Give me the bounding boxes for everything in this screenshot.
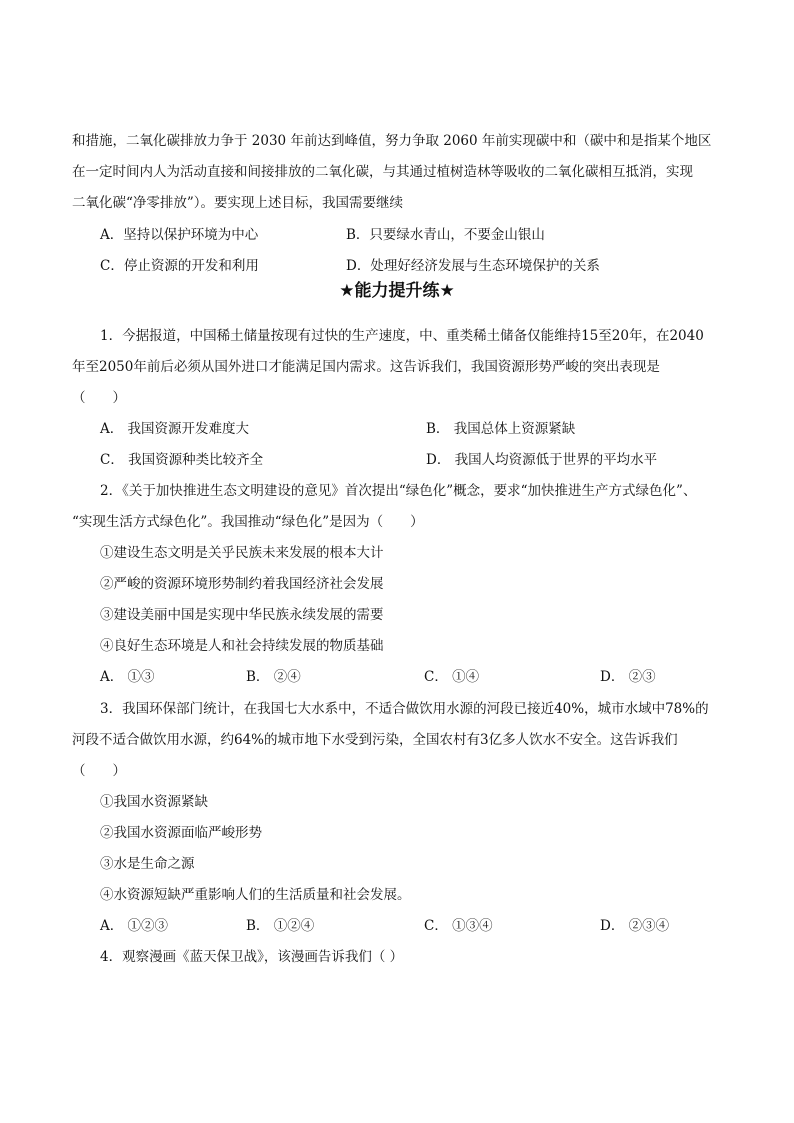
q1-line-1: 1．今据报道，中国稀土储量按现有过快的生产速度，中、重类稀土储备仅能维持15至20年，在2040 — [100, 328, 704, 344]
intro-option-b: B．只要绿水青山，不要金山银山 — [346, 227, 545, 243]
q1-option-a: A． 我国资源开发难度大 — [100, 421, 250, 437]
q1-option-d: D． 我国人均资源低于世界的平均水平 — [426, 452, 658, 468]
intro-option-c: C．停止资源的开发和利用 — [100, 258, 259, 274]
q2-line-2: “实现生活方式绿色化”。我国推动“绿色化”是因为（ ） — [72, 514, 424, 530]
intro-line-3: 二氧化碳“净零排放”）。要实现上述目标，我国需要继续 — [72, 195, 404, 211]
q2-option-d: D． ②③ — [600, 669, 656, 685]
q2-item-3: ③建设美丽中国是实现中华民族永续发展的需要 — [100, 607, 384, 623]
q1-option-b: B． 我国总体上资源紧缺 — [426, 421, 576, 437]
q3-item-4: ④水资源短缺严重影响人们的生活质量和社会发展。 — [100, 887, 411, 903]
q3-item-1: ①我国水资源紧缺 — [100, 794, 208, 810]
q1-line-3: （ ） — [72, 390, 126, 406]
q4-line-1: 4．观察漫画《蓝天保卫战》，该漫画告诉我们（ ） — [100, 949, 404, 965]
q1-line-2: 年至2050年前后必须从国外进口才能满足国内需求。这告诉我们，我国资源形势严峻的突出表现是 — [72, 359, 660, 375]
q2-item-4: ④良好生态环境是人和社会持续发展的物质基础 — [100, 638, 384, 654]
q3-item-3: ③水是生命之源 — [100, 856, 195, 872]
q3-line-2: 河段不适合做饮用水源，约64%的城市地下水受到污染，全国农村有3亿多人饮水不安全。这告诉我们 — [72, 732, 678, 748]
section-heading: ★能力提升练★ — [339, 281, 455, 301]
q2-line-1: 2．《关于加快推进生态文明建设的意见》首次提出“绿色化”概念，要求“加快推进生产方式绿色化”、 — [100, 483, 697, 499]
q3-option-a: A． ①②③ — [100, 918, 169, 934]
q1-option-c: C． 我国资源种类比较齐全 — [100, 452, 264, 468]
intro-line-2: 在一定时间内人为活动直接和间接排放的二氧化碳，与其通过植树造林等吸收的二氧化碳相互抵消，实现 — [72, 164, 693, 180]
q3-line-3: （ ） — [72, 763, 126, 779]
q3-option-d: D． ②③④ — [600, 918, 670, 934]
q2-option-b: B． ②④ — [246, 669, 301, 685]
q2-option-a: A． ①③ — [100, 669, 155, 685]
intro-option-a: A．坚持以保护环境为中心 — [100, 227, 259, 243]
intro-line-1: 和措施，二氧化碳排放力争于 2030 年前达到峰值，努力争取 2060 年前实现碳中和（碳中和是指某个地区 — [72, 133, 712, 149]
q3-option-c: C． ①③④ — [424, 918, 493, 934]
q2-item-1: ①建设生态文明是关乎民族未来发展的根本大计 — [100, 545, 384, 561]
q2-item-2: ②严峻的资源环境形势制约着我国经济社会发展 — [100, 576, 384, 592]
intro-option-d: D．处理好经济发展与生态环境保护的关系 — [346, 258, 600, 274]
q3-line-1: 3．我国环保部门统计，在我国七大水系中，不适合做饮用水源的河段已接近40%，城市水域中78%的 — [100, 701, 709, 717]
q3-option-b: B． ①②④ — [246, 918, 315, 934]
q2-option-c: C． ①④ — [424, 669, 480, 685]
q3-item-2: ②我国水资源面临严峻形势 — [100, 825, 262, 841]
